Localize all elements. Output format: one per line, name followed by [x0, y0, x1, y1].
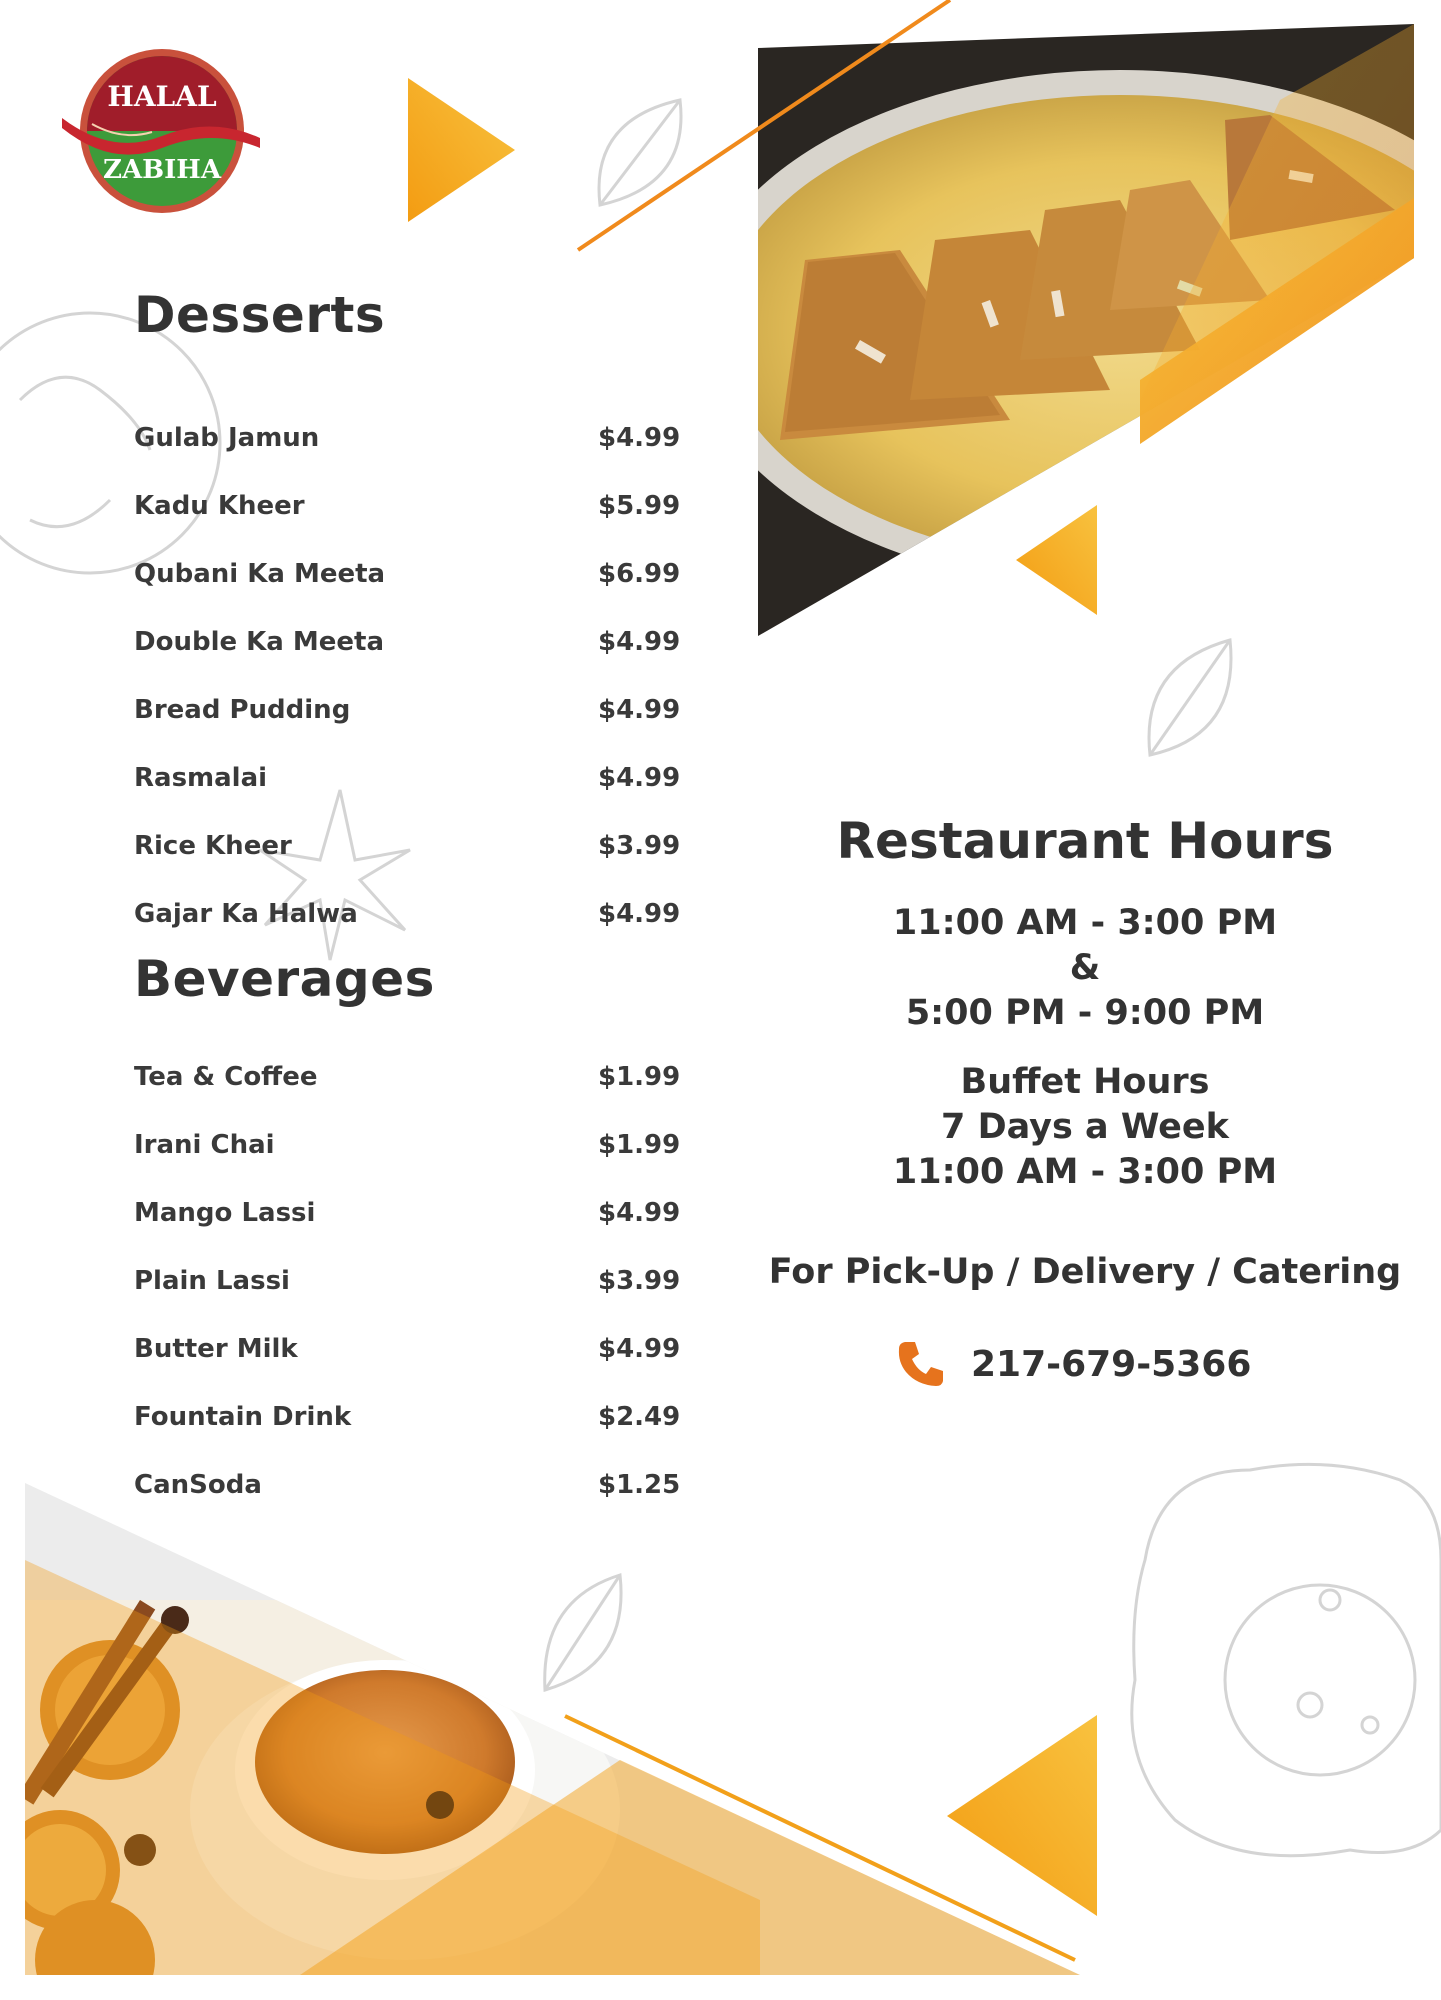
- item-name: Qubani Ka Meeta: [134, 559, 386, 589]
- item-price: $5.99: [598, 491, 681, 521]
- menu-item: [134, 1057, 681, 1097]
- item-name: Plain Lassi: [134, 1266, 290, 1296]
- item-price: $6.99: [598, 559, 681, 589]
- menu-item: [134, 418, 681, 458]
- menu-item: [134, 690, 681, 730]
- phone-row[interactable]: [895, 1336, 1251, 1392]
- accent-triangle-top: [408, 78, 515, 222]
- menu-item: [134, 1397, 681, 1437]
- item-name: Bread Pudding: [134, 695, 351, 725]
- buffet-hours-heading: Buffet Hours: [960, 1062, 1210, 1102]
- phone-number[interactable]: 217-679-5366: [971, 1343, 1252, 1385]
- item-price: $4.99: [598, 1334, 681, 1364]
- contact-label: For Pick-Up / Delivery / Catering: [768, 1252, 1402, 1292]
- item-name: Mango Lassi: [134, 1198, 316, 1228]
- item-price: $3.99: [598, 1266, 681, 1296]
- menu-item: [134, 554, 681, 594]
- item-name: Butter Milk: [134, 1334, 298, 1364]
- item-name: Gulab Jamun: [134, 423, 320, 453]
- item-name: Tea & Coffee: [134, 1062, 318, 1092]
- menu-item: [134, 894, 681, 934]
- beverages-heading: Beverages: [134, 950, 435, 1008]
- menu-item: [134, 758, 681, 798]
- item-name: CanSoda: [134, 1470, 262, 1500]
- buffet-time: 11:00 AM - 3:00 PM: [892, 1152, 1278, 1192]
- logo-line1: HALAL: [107, 80, 217, 113]
- menu-item: [134, 826, 681, 866]
- item-price: $4.99: [598, 695, 681, 725]
- item-price: $1.99: [598, 1130, 681, 1160]
- item-price: $4.99: [598, 1198, 681, 1228]
- item-name: Double Ka Meeta: [134, 627, 385, 657]
- item-price: $4.99: [598, 627, 681, 657]
- item-name: Gajar Ka Halwa: [134, 899, 358, 929]
- menu-item: [134, 622, 681, 662]
- item-price: $3.99: [598, 831, 681, 861]
- accent-triangle-mid: [1016, 505, 1097, 615]
- menu-item: [134, 1329, 681, 1369]
- buffet-days: 7 Days a Week: [941, 1107, 1229, 1147]
- item-price: $4.99: [598, 763, 681, 793]
- item-price: $4.99: [598, 899, 681, 929]
- menu-item: [134, 1261, 681, 1301]
- hours-line-2: &: [1069, 948, 1101, 988]
- logo-line2: ZABIHA: [102, 155, 222, 185]
- item-price: $1.25: [598, 1470, 681, 1500]
- restaurant-hours-heading: Restaurant Hours: [836, 812, 1334, 870]
- item-name: Rasmalai: [134, 763, 268, 793]
- item-price: $1.99: [598, 1062, 681, 1092]
- menu-item: [134, 1125, 681, 1165]
- phone-icon: [895, 1338, 947, 1390]
- item-price: $4.99: [598, 423, 681, 453]
- item-name: Rice Kheer: [134, 831, 292, 861]
- menu-item: [134, 486, 681, 526]
- hours-line-1: 11:00 AM - 3:00 PM: [892, 903, 1278, 943]
- accent-triangle-bottom: [947, 1715, 1097, 1916]
- menu-item: [134, 1193, 681, 1233]
- hours-line-3: 5:00 PM - 9:00 PM: [905, 993, 1265, 1033]
- item-price: $2.49: [598, 1402, 681, 1432]
- menu-item: [134, 1465, 681, 1505]
- item-name: Fountain Drink: [134, 1402, 352, 1432]
- item-name: Kadu Kheer: [134, 491, 305, 521]
- item-name: Irani Chai: [134, 1130, 275, 1160]
- halal-zabiha-logo: [62, 46, 262, 216]
- desserts-heading: Desserts: [134, 286, 386, 344]
